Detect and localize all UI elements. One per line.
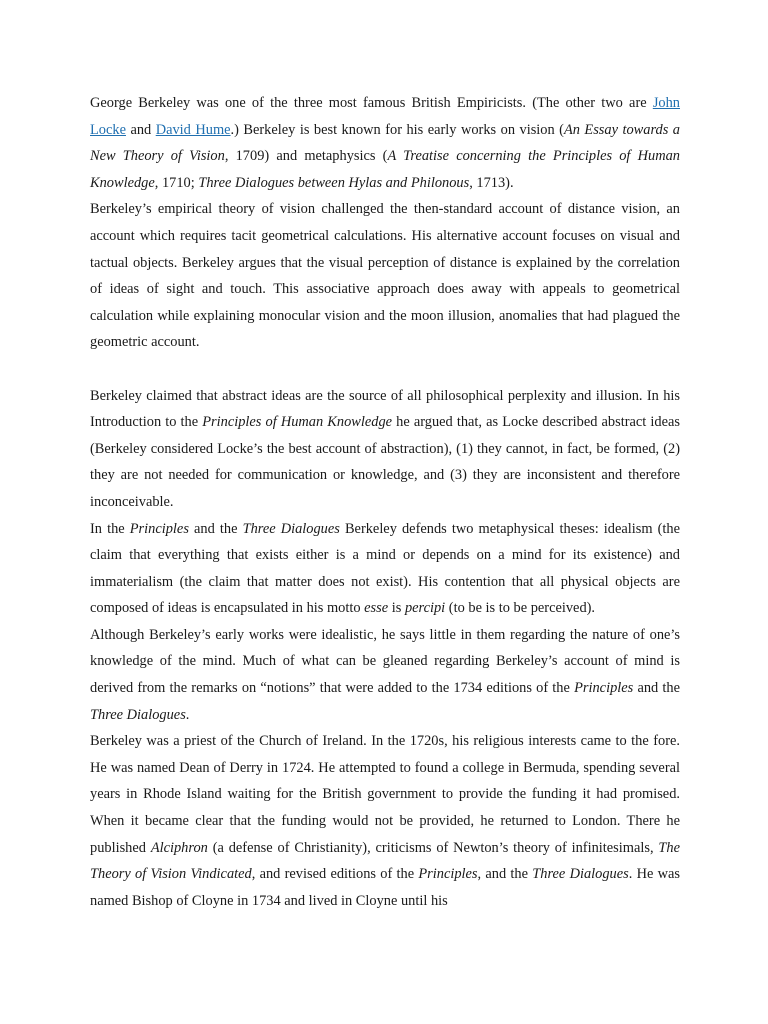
title-principles: Principles	[129, 520, 189, 537]
title-three-dialogues: Three Dialogues between Hylas and Philonous	[198, 174, 470, 191]
text-run: and the	[633, 680, 680, 697]
text-run: he argued that, as Locke described abstract ideas (Berkeley considered Locke’s the best account of abstraction), (1) they cannot, in fact, be formed, (2) they are not needed for communication or knowledge, and (3) they are inconsistent and therefore inconceivable.	[90, 414, 680, 510]
text-run: and	[125, 121, 156, 138]
title-three-dialogues: Three Dialogues	[90, 706, 186, 723]
text-run: In the	[90, 520, 130, 537]
title-principles: Principles of Human Knowledge	[202, 414, 393, 431]
text-run: , and the	[477, 866, 533, 883]
latin-percipi: percipi	[404, 600, 446, 617]
paragraph-religion	[90, 728, 680, 914]
text-run: . He was named Bishop of Cloyne in 1734 and lived in Cloyne until his	[90, 866, 681, 909]
text-run: Berkeley was a priest of the Church of Ireland. In the 1720s, his religious interests came to the fore. He was named Dean of Derry in 1724. He attempted to found a college in Bermuda, spending several years in Rhode Island waiting for the British government to provide the funding it had promised. When it became clear that the funding would not be provided, he returned to London. There he published	[90, 733, 680, 856]
latin-esse: esse	[364, 600, 389, 617]
text-run: .	[185, 706, 190, 723]
text-run: and the	[188, 520, 243, 537]
paragraph-metaphysics	[90, 516, 680, 622]
link-john-locke[interactable]: John Locke	[90, 95, 680, 138]
title-principles: Principles	[418, 866, 478, 883]
text-run: (a defense of Christianity), criticisms of Newton’s theory of infinitesimals,	[207, 839, 659, 856]
text-run: , 1709) and metaphysics (	[224, 148, 388, 165]
text-run: Although Berkeley’s early works were idealistic, he says little in them regarding the nature of one’s knowledge of the mind. Much of what can be gleaned regarding Berkeley’s account of mind is derived from the remarks on “notions” that were added to the 1734 editions of the	[90, 626, 680, 697]
title-theory-vision-vindicated: The Theory of Vision Vindicated	[90, 839, 680, 883]
text-run: is	[388, 600, 405, 617]
text-run: Berkeley defends two metaphysical theses: idealism (the claim that everything that exists either is a mind or depends on a mind for its existence) and immaterialism (the claim that matter does not exist). His contention that all physical objects are composed of ideas is encapsulated in his motto	[90, 520, 681, 617]
text-run: Berkeley claimed that abstract ideas are the source of all philosophical perplexity and illusion. In his Introduction to the	[90, 387, 680, 431]
text-run: , 1713).	[469, 174, 514, 191]
text-run: , and revised editions of the	[251, 866, 419, 883]
text-run: , 1710;	[154, 174, 199, 191]
text-run: (to be is to be perceived).	[445, 600, 596, 617]
text-run: George Berkeley was one of the three most famous British Empiricists. (The other two are	[90, 95, 653, 111]
paragraph-abstract-ideas	[90, 383, 680, 516]
title-principles: Principles	[574, 680, 634, 697]
paragraph-vision: Berkeley’s empirical theory of vision challenged the then-standard account of distance vision, an account which requires tacit geometrical calculations. His alternative account focuses on visual and tactual objects. Berkeley argues that the visual perception of distance is explained by the correlation of ideas of sight and touch. This associative approach does away with appeals to geometrical calculation while explaining monocular vision and the moon illusion, anomalies that had plagued the geometric account.	[90, 201, 680, 351]
text-run: .) Berkeley is best known for his early works on vision (	[230, 121, 564, 138]
paragraph-mind	[90, 622, 680, 728]
link-david-hume[interactable]: David Hume	[155, 121, 231, 138]
paragraph-intro	[90, 90, 680, 196]
title-alciphron: Alciphron	[150, 839, 208, 856]
title-three-dialogues: Three Dialogues	[532, 866, 629, 883]
title-three-dialogues: Three Dialogues	[242, 520, 340, 537]
title-essay-vision: An Essay towards a New Theory of Vision	[90, 121, 680, 165]
title-treatise: A Treatise concerning the Principles of Human Knowledge	[90, 148, 680, 191]
